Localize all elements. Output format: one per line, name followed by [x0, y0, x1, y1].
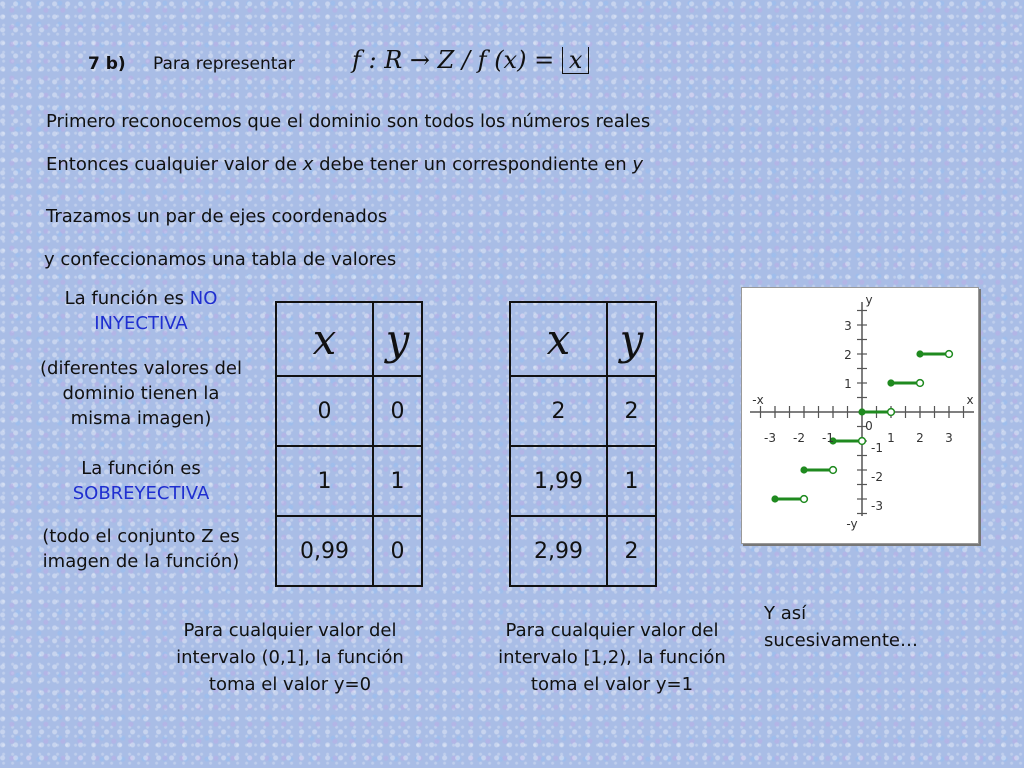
closed-endpoint: [887, 379, 894, 386]
text-line-domain: Primero reconocemos que el dominio son todos los números reales: [46, 111, 651, 132]
open-endpoint: [946, 351, 953, 358]
open-endpoint: [830, 467, 837, 474]
closed-endpoint: [916, 350, 923, 357]
table-cell: 2: [607, 516, 656, 586]
table-header-x: x: [276, 302, 373, 376]
graph-canvas: [742, 288, 978, 543]
text-line-table: y confeccionamos una tabla de valores: [44, 249, 397, 270]
caption-so-on: Y así sucesivamente…: [764, 603, 918, 651]
values-table-1: [275, 301, 423, 587]
values-table-2: [509, 301, 657, 587]
floor-function-graph: [741, 287, 979, 544]
note-highlight: SOBREYECTIVA: [72, 483, 210, 504]
open-endpoint: [888, 409, 895, 416]
function-formula: [352, 46, 589, 74]
closed-endpoint: [771, 495, 778, 502]
text-part: Entonces cualquier valor de: [46, 154, 303, 175]
neg-y-axis-label: -y: [846, 517, 858, 531]
table-cell: 2: [510, 376, 607, 446]
note-highlight: NO: [189, 288, 218, 309]
var-x: x: [302, 154, 314, 175]
note-highlight: INYECTIVA: [94, 313, 188, 334]
table-cell: 1: [276, 446, 373, 516]
exercise-number: 7 b): [88, 54, 126, 74]
table-header-y: y: [607, 302, 656, 376]
open-endpoint: [801, 496, 808, 503]
open-endpoint: [917, 380, 924, 387]
y-tick-label: 3: [844, 319, 852, 333]
table-cell: 2,99: [510, 516, 607, 586]
floor-argument: x: [562, 47, 590, 74]
x-tick-label: 2: [916, 431, 924, 445]
y-axis-label: y: [865, 293, 873, 307]
injective-note: [36, 286, 246, 336]
y-tick-label: -1: [871, 441, 883, 455]
y-tick-label: 2: [844, 348, 852, 362]
table-cell: 2: [607, 376, 656, 446]
text-line-axes: Trazamos un par de ejes coordenados: [46, 206, 388, 227]
x-tick-label: -1: [822, 431, 834, 445]
closed-endpoint: [858, 408, 865, 415]
table-cell: 0: [276, 376, 373, 446]
y-tick-label: 1: [844, 377, 852, 391]
table-cell: 0: [373, 376, 422, 446]
table-cell: 0,99: [276, 516, 373, 586]
table-header-y: y: [373, 302, 422, 376]
table-cell: 1,99: [510, 446, 607, 516]
injective-explanation: (diferentes valores del dominio tienen la misma imagen): [40, 358, 242, 429]
note-text: La función es: [64, 288, 190, 309]
var-y: y: [632, 154, 644, 175]
closed-endpoint: [800, 466, 807, 473]
note-text: La función es: [81, 458, 201, 479]
formula-lhs: f : R → Z / f (x) =: [352, 46, 555, 74]
caption-interval-1-2: Para cualquier valor del intervalo [1,2), la función toma el valor y=1: [498, 620, 726, 695]
exercise-label: Para representar: [153, 54, 295, 74]
y-tick-label: -2: [871, 470, 883, 484]
text-part: debe tener un correspondiente en: [313, 154, 633, 175]
x-tick-label: -2: [793, 431, 805, 445]
table-header-x: x: [510, 302, 607, 376]
surjective-note: [36, 456, 246, 506]
x-tick-label: 1: [887, 431, 895, 445]
open-endpoint: [859, 438, 866, 445]
table-cell: 1: [607, 446, 656, 516]
neg-x-axis-label: -x: [752, 393, 764, 407]
x-axis-label: x: [966, 393, 974, 407]
caption-interval-0-1: Para cualquier valor del intervalo (0,1], la función toma el valor y=0: [176, 620, 404, 695]
x-tick-label: 3: [945, 431, 953, 445]
y-tick-label: -3: [871, 499, 883, 513]
table-cell: 0: [373, 516, 422, 586]
text-line-correspondence: [46, 154, 643, 175]
origin-label: 0: [865, 419, 873, 433]
surjective-explanation: (todo el conjunto Z es imagen de la función): [42, 526, 240, 572]
x-tick-label: -3: [764, 431, 776, 445]
table-cell: 1: [373, 446, 422, 516]
